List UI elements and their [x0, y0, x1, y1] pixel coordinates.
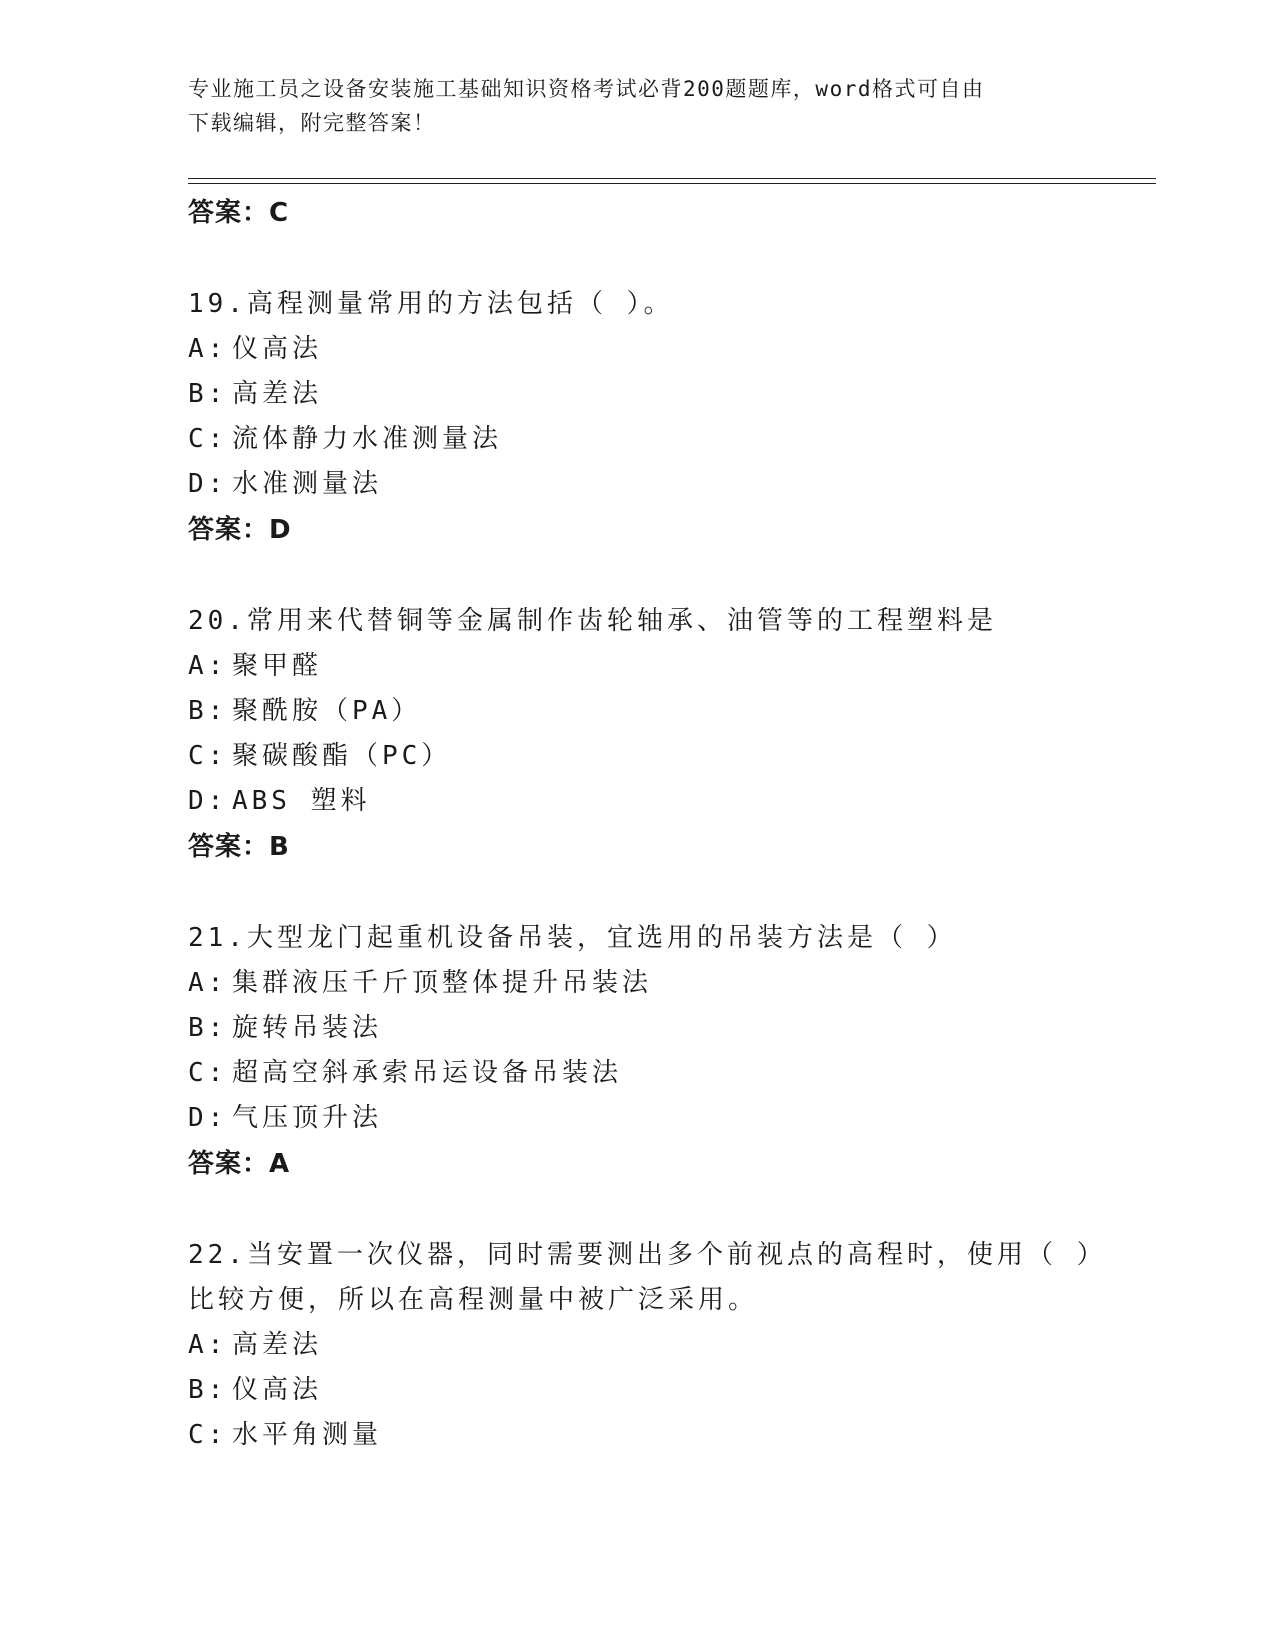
option-text: 水平角测量 [232, 1420, 383, 1450]
option-b [188, 1368, 1148, 1413]
option-c [188, 734, 1148, 779]
option-text: 高差法 [232, 1330, 323, 1360]
question-block [188, 599, 1148, 870]
question-stem: 21.大型龙门起重机设备吊装，宜选用的吊装方法是（ ） [188, 923, 957, 953]
option-a [188, 644, 1148, 689]
question-stem: 20.常用来代替铜等金属制作齿轮轴承、油管等的工程塑料是 [188, 606, 997, 636]
option-key: B: [188, 1375, 228, 1405]
question-stem-continued: 比较方便，所以在高程测量中被广泛采用。 [188, 1285, 759, 1315]
option-key: D: [188, 1103, 228, 1133]
option-text: 气压顶升法 [232, 1103, 383, 1133]
option-key: A: [188, 651, 228, 681]
option-key: B: [188, 1013, 228, 1043]
option-d [188, 462, 1148, 507]
option-a [188, 1323, 1148, 1368]
option-text: 聚甲醛 [232, 651, 323, 681]
question-stem: 22.当安置一次仪器，同时需要测出多个前视点的高程时，使用（ ） [188, 1240, 1107, 1270]
document-header [188, 72, 1088, 140]
option-key: A: [188, 1330, 228, 1360]
option-text: 聚碳酸酯（PC） [232, 741, 452, 771]
option-d [188, 1096, 1148, 1141]
option-a [188, 327, 1148, 372]
question-stem: 19.高程测量常用的方法包括（ ）。 [188, 289, 674, 319]
option-text: 高差法 [232, 379, 323, 409]
question-block [188, 916, 1148, 1187]
option-text: ABS 塑料 [232, 786, 371, 816]
option-key: B: [188, 379, 228, 409]
header-line-2: 下载编辑，附完整答案！ [188, 111, 436, 135]
header-divider-top [188, 178, 1156, 179]
option-text: 旋转吊装法 [232, 1013, 383, 1043]
question-block [188, 282, 1148, 553]
answer-line: 答案：A [188, 1149, 291, 1179]
option-d [188, 779, 1148, 824]
header-line-1: 专业施工员之设备安装施工基础知识资格考试必背200题题库，word格式可自由 [188, 77, 985, 101]
option-b [188, 689, 1148, 734]
option-key: C: [188, 424, 228, 454]
option-a [188, 961, 1148, 1006]
option-key: B: [188, 696, 228, 726]
option-c [188, 1413, 1148, 1458]
answer-line: 答案：C [188, 198, 290, 228]
option-text: 聚酰胺（PA） [232, 696, 422, 726]
option-b [188, 1006, 1148, 1051]
option-c [188, 417, 1148, 462]
question-content [188, 190, 1148, 1458]
header-divider-bottom [188, 183, 1156, 184]
option-b [188, 372, 1148, 417]
option-c [188, 1051, 1148, 1096]
option-key: A: [188, 334, 228, 364]
option-text: 流体静力水准测量法 [232, 424, 503, 454]
option-text: 超高空斜承索吊运设备吊装法 [232, 1058, 623, 1088]
option-key: A: [188, 968, 228, 998]
option-key: C: [188, 741, 228, 771]
option-text: 仪高法 [232, 1375, 323, 1405]
option-text: 集群液压千斤顶整体提升吊装法 [232, 968, 653, 998]
answer-line: 答案：D [188, 515, 292, 545]
option-key: C: [188, 1058, 228, 1088]
option-key: D: [188, 469, 228, 499]
option-text: 仪高法 [232, 334, 323, 364]
option-key: C: [188, 1420, 228, 1450]
answer-line: 答案：B [188, 832, 290, 862]
option-text: 水准测量法 [232, 469, 383, 499]
question-block [188, 1233, 1148, 1458]
option-key: D: [188, 786, 228, 816]
